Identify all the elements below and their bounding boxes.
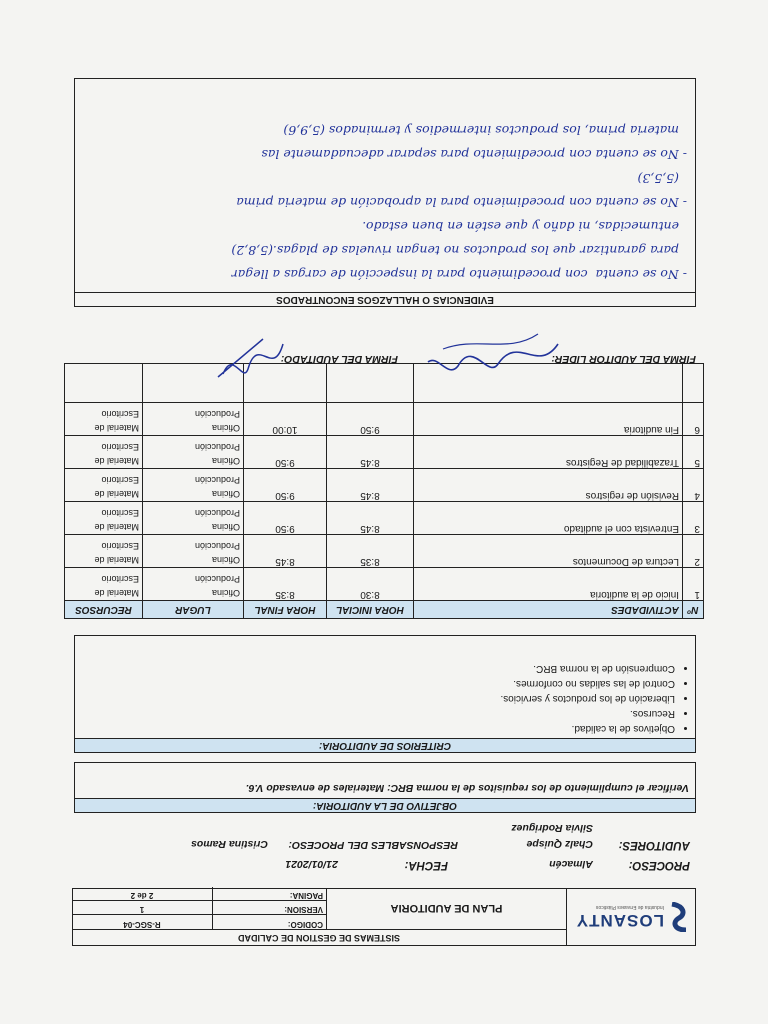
row-recursos: [65, 436, 143, 469]
row-recursos: [65, 502, 143, 535]
row-actividad: Lectura de Documentos: [414, 535, 683, 568]
meta-grid: [72, 888, 326, 929]
evidencias-handwriting: [83, 118, 687, 286]
row-recursos-line1: Material de: [94, 522, 139, 532]
table-row-empty: [65, 364, 704, 403]
criterio-item: • Control de las salidas no conformes.: [79, 676, 675, 691]
row-number: 1: [683, 568, 704, 601]
row-recursos: [65, 568, 143, 601]
row-recursos-line2: Escritorio: [101, 574, 139, 584]
row-lugar-line1: Oficina: [211, 423, 240, 433]
row-recursos: [65, 535, 143, 568]
col-hora-inicial: HORA INICIAL: [327, 601, 414, 619]
table-row: [65, 568, 704, 601]
evidencia-line: entumecidas, ni daño y que estén en buen estado.: [362, 219, 687, 234]
row-lugar: [143, 436, 244, 469]
row-number: 5: [683, 436, 704, 469]
row-lugar-line2: Producción: [194, 574, 240, 584]
table-header-row: [65, 601, 704, 619]
row-hora-inicial: 8:45: [327, 436, 414, 469]
row-recursos-line2: Escritorio: [101, 475, 139, 485]
responsables-value: Cristina Ramos: [190, 838, 268, 850]
version-value: 1: [139, 905, 145, 915]
criterio-item: • Objetivos de la calidad.: [79, 721, 675, 736]
table-row: [65, 535, 704, 568]
row-recursos-line1: Material de: [94, 489, 139, 499]
row-hora-final: 8:45: [244, 535, 327, 568]
col-n: Nº: [683, 601, 704, 619]
row-hora-final: 8:35: [244, 568, 327, 601]
row-lugar: [143, 469, 244, 502]
row-hora-final: 9:50: [244, 469, 327, 502]
row-recursos-line2: Escritorio: [101, 508, 139, 518]
row-hora-inicial: 8:30: [327, 568, 414, 601]
criterio-item: • Recursos.: [79, 706, 675, 721]
row-lugar-line1: Oficina: [211, 588, 240, 598]
row-lugar-line2: Producción: [194, 541, 240, 551]
auditor-2: Silvia Rodriguez: [511, 822, 593, 834]
row-lugar-line2: Producción: [194, 508, 240, 518]
version-label: VERSION:: [212, 901, 326, 915]
signature-auditado: [203, 329, 293, 389]
signature-lider: [418, 324, 568, 384]
code-value: R-SGC-04: [123, 920, 161, 929]
table-row: [65, 502, 704, 535]
evidencias-title: EVIDENCIAS O HALLAZGOS ENCONTRADOS: [74, 292, 696, 307]
objetivo-box: [74, 762, 696, 798]
company-tagline: Industria de Envases Plásticos: [595, 904, 664, 910]
row-actividad: Entrevista con el auditado: [414, 502, 683, 535]
firma-lider-label: FIRMA DEL AUDITOR LIDER:: [551, 353, 696, 365]
row-lugar: [143, 568, 244, 601]
col-recursos: RECURSOS: [65, 601, 143, 619]
row-recursos: [65, 403, 143, 436]
row-actividad: Inicio de la auditoria: [414, 568, 683, 601]
system-title: SISTEMAS DE GESTION DE CALIDAD: [72, 929, 566, 946]
row-number: 4: [683, 469, 704, 502]
row-lugar-line2: Producción: [194, 442, 240, 452]
row-hora-inicial: 8:35: [327, 535, 414, 568]
row-recursos-line2: Escritorio: [101, 541, 139, 551]
row-recursos-line2: Escritorio: [101, 442, 139, 452]
col-lugar: LUGAR: [143, 601, 244, 619]
evidencia-line: para garantizar que los productos no tengan rivuelas de plagas.(5,8,2): [231, 243, 687, 258]
objetivo-text: Verificar el cumplimiento de los requisitos de la norma BRC: Materiales de envasado V.6.: [245, 782, 689, 794]
criterio-item: • Comprensión de la norma BRC.: [79, 661, 675, 676]
row-actividad: Trazabilidad de Registros: [414, 436, 683, 469]
table-row: [65, 436, 704, 469]
row-lugar: [143, 535, 244, 568]
proceso-value: Almacén: [549, 858, 593, 870]
row-lugar-line2: Producción: [194, 409, 240, 419]
row-lugar: [143, 502, 244, 535]
evidencias-box: [74, 78, 696, 292]
row-lugar-line1: Oficina: [211, 555, 240, 565]
row-hora-final: 10:00: [244, 403, 327, 436]
evidencia-line: - No se cuenta con procedimiento para la inspección de cargas a llegar: [231, 267, 687, 282]
row-recursos: [65, 469, 143, 502]
col-hora-final: HORA FINAL: [244, 601, 327, 619]
row-number: 3: [683, 502, 704, 535]
page-label: PAGINA:: [212, 887, 326, 900]
logo-mark-icon: [668, 902, 690, 932]
doc-title: PLAN DE AUDITORIA: [326, 888, 566, 929]
criterios-list: [79, 661, 691, 736]
row-recursos-line1: Material de: [94, 456, 139, 466]
row-lugar-line1: Oficina: [211, 522, 240, 532]
row-recursos-line1: Material de: [94, 555, 139, 565]
criterio-item: • Liberación de los productos y servicios.: [79, 691, 675, 706]
firma-auditado-label: FIRMA DEL AUDITADO:: [280, 353, 398, 365]
row-lugar-line2: Producción: [194, 475, 240, 485]
row-hora-inicial: 8:45: [327, 469, 414, 502]
criterios-box: [74, 635, 696, 738]
responsables-label: RESPONSABLES DEL PROCESO:: [288, 839, 458, 851]
fecha-label: FECHA:: [404, 859, 448, 871]
evidencia-line: - No se cuenta con procedimiento para separar adecuadamente las: [261, 147, 687, 162]
company-name: LOSANTY: [575, 911, 664, 930]
row-actividad: Revisión de registros: [414, 469, 683, 502]
criterios-title: CRITERIOS DE AUDITORIA:: [74, 738, 696, 753]
table-row: [65, 469, 704, 502]
row-hora-inicial: 8:45: [327, 502, 414, 535]
row-number: 6: [683, 403, 704, 436]
code-label: CODIGO:: [212, 915, 326, 929]
row-actividad: Fin auditoria: [414, 403, 683, 436]
evidencia-line: (5,5,3): [637, 171, 687, 186]
row-recursos-line2: Escritorio: [101, 409, 139, 419]
evidencia-line: materia prima, los productos intermedios y terminados (5,9,6): [283, 123, 687, 138]
row-lugar-line1: Oficina: [211, 456, 240, 466]
row-lugar: [143, 403, 244, 436]
fecha-value: 21/01/2021: [285, 858, 338, 870]
objetivo-title: OBJETIVO DE LA AUDITORIA:: [74, 798, 696, 813]
table-row: [65, 403, 704, 436]
col-actividades: ACTIVIDADES: [414, 601, 683, 619]
row-recursos-line1: Material de: [94, 423, 139, 433]
row-hora-inicial: 9:50: [327, 403, 414, 436]
logo: [566, 888, 696, 946]
row-hora-final: 9:50: [244, 436, 327, 469]
actividades-table: [64, 363, 704, 619]
evidencia-line: - No se cuenta con procedimiento para la aprobación de materia prima: [236, 195, 687, 210]
proceso-label: PROCESO:: [628, 859, 690, 871]
row-recursos-line1: Material de: [94, 588, 139, 598]
auditores-label: AUDITORES:: [618, 839, 690, 851]
row-number: 2: [683, 535, 704, 568]
row-lugar-line1: Oficina: [211, 489, 240, 499]
row-hora-final: 9:50: [244, 502, 327, 535]
page-value: 2 de 2: [130, 890, 154, 900]
auditor-1: Chalz Quispe: [526, 838, 593, 850]
